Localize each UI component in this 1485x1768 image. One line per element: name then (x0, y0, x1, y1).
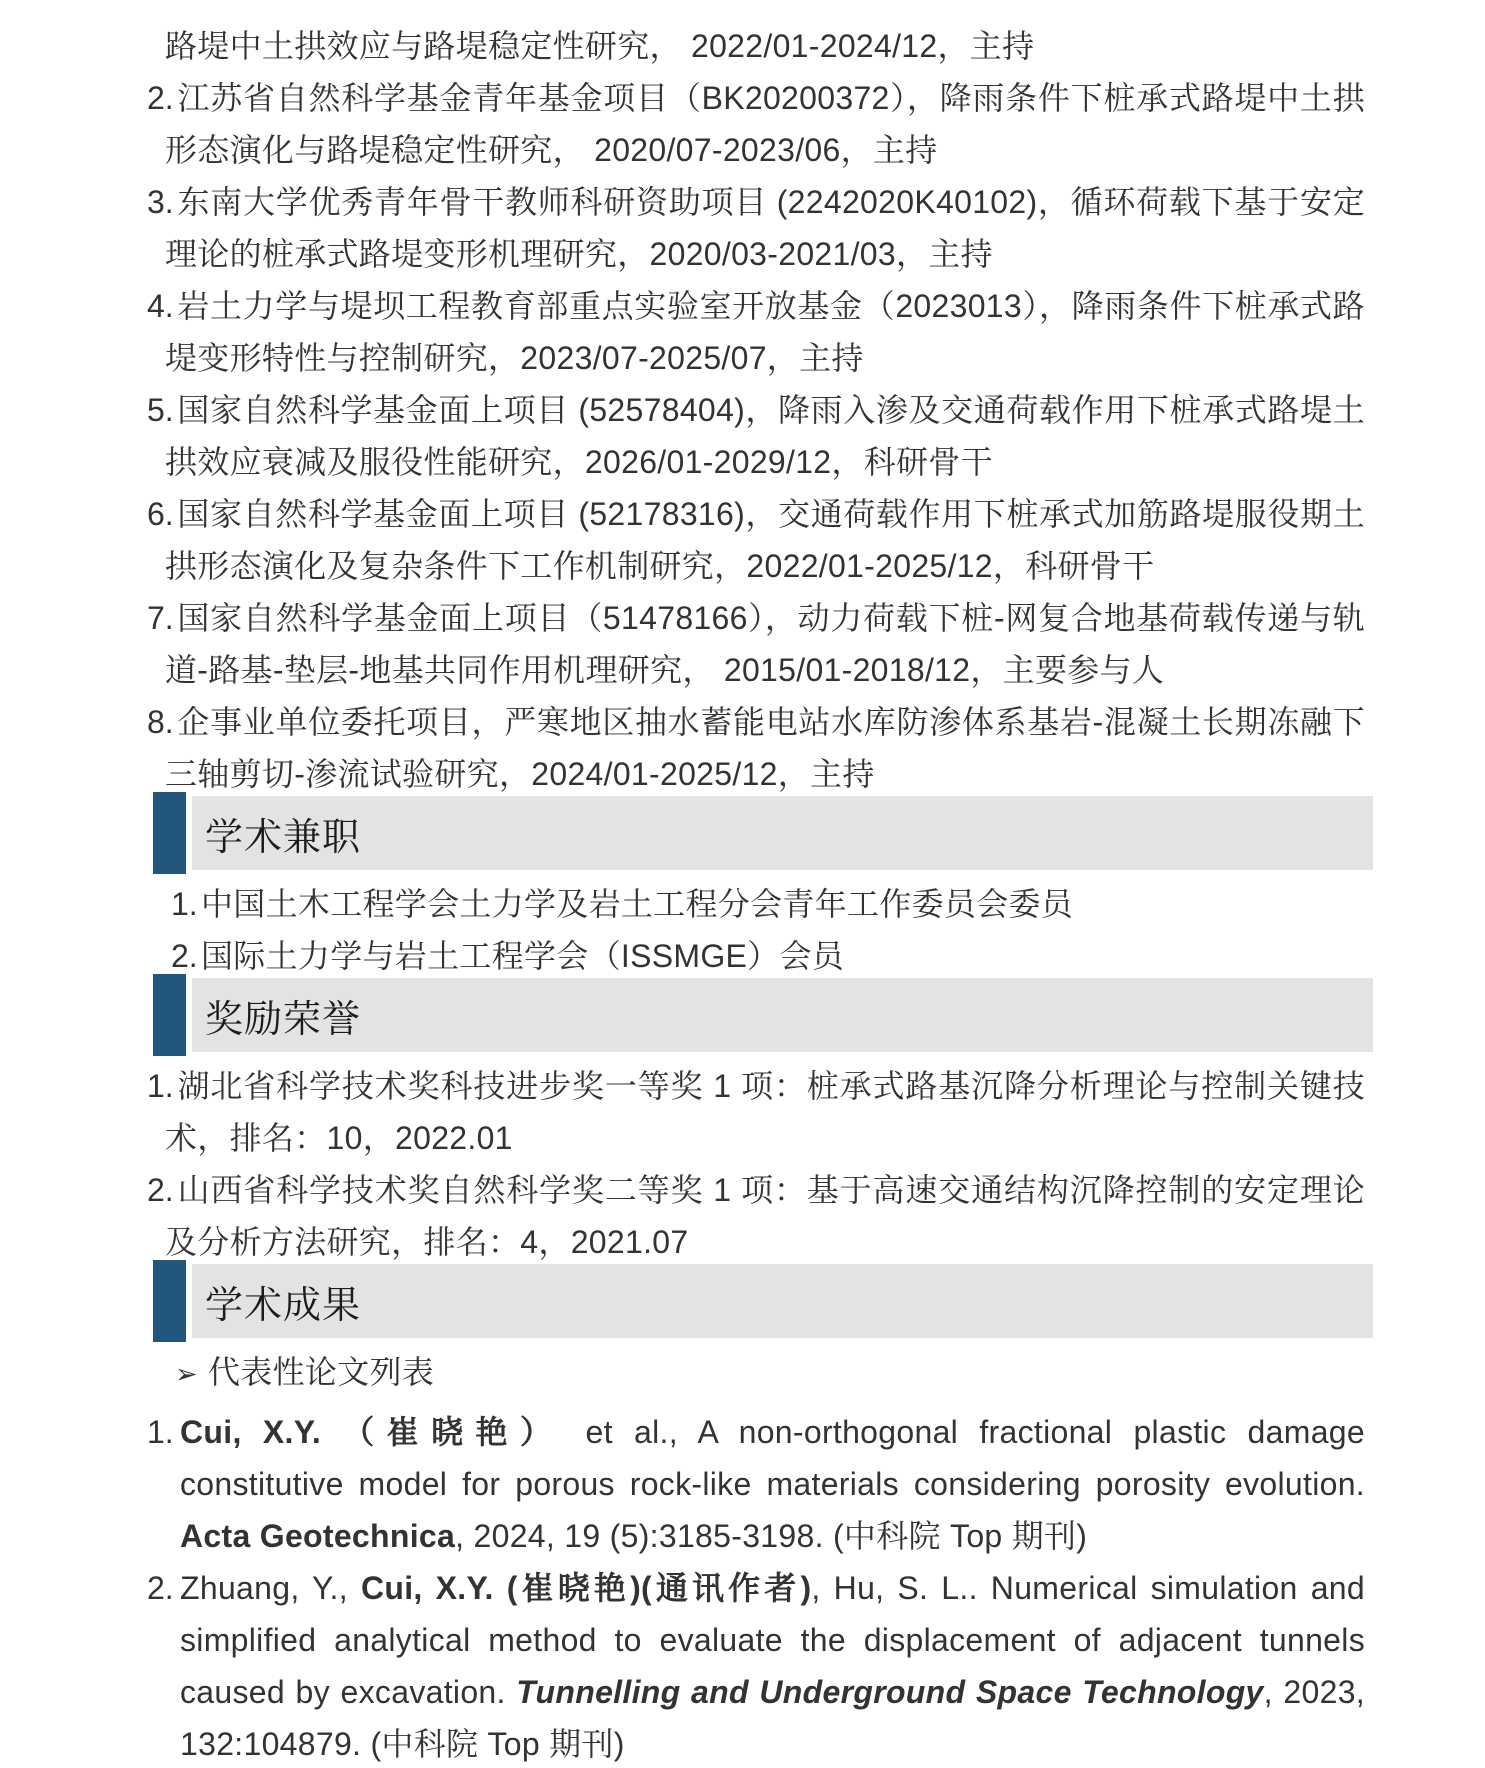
award-item (147, 1060, 1365, 1164)
publication-text: , 2023, 132:104879. (中科院 Top 期刊) (180, 1674, 1365, 1762)
publication-text: , 2024, 19 (5):3185-3198. (中科院 Top 期刊) (455, 1518, 1088, 1554)
section-title: 学术成果 (205, 1284, 362, 1327)
publication-authors-bold: Cui, X.Y. (崔晓艳)(通讯作者) (360, 1570, 812, 1606)
item-number: 6. (147, 496, 174, 532)
bullet-text: 代表性论文列表 (208, 1354, 435, 1390)
item-text: 岩土力学与堤坝工程教育部重点实验室开放基金（2023013），降雨条件下桩承式路堤变形特性与控制研究，2023/07-2025/07，主持 (165, 288, 1365, 376)
section-accent-bar (153, 1260, 186, 1342)
item-number: 1. (147, 1068, 174, 1104)
publication-authors-bold: Cui, X.Y. （崔晓艳） (180, 1414, 565, 1450)
affiliation-item (147, 930, 1365, 982)
publication-item (147, 1406, 1365, 1562)
item-number: 8. (147, 704, 174, 740)
item-number: 3. (147, 184, 174, 220)
section-header-academic-positions (153, 796, 1373, 870)
funding-item (147, 280, 1365, 384)
section-title: 奖励荣誉 (205, 998, 362, 1041)
publication-text: , Hu, S. L.. Numerical simulation and simplified analytical method to evaluate the displacement of adjacent tunnels caused by excavation. (180, 1570, 1365, 1710)
funding-item (147, 72, 1365, 176)
item-text: 国家自然科学基金面上项目 (52578404)，降雨入渗及交通荷载作用下桩承式路堤土拱效应衰减及服役性能研究，2026/01-2029/12，科研骨干 (165, 392, 1365, 480)
funding-item-continuation: 路堤中土拱效应与路堤稳定性研究， 2022/01-2024/12，主持 (165, 28, 1035, 64)
representative-papers-bullet (147, 1346, 1365, 1400)
publication-item (147, 1562, 1365, 1768)
item-number: 2. (147, 80, 174, 116)
item-text: 国家自然科学基金面上项目 (52178316)，交通荷载作用下桩承式加筋路堤服役期土拱形态演化及复杂条件下工作机制研究，2022/01-2025/12，科研骨干 (165, 496, 1365, 584)
item-number: 2. (147, 1570, 174, 1606)
funding-item (147, 696, 1365, 800)
funding-item (147, 176, 1365, 280)
item-number: 7. (147, 600, 174, 636)
funding-item (147, 488, 1365, 592)
item-number: 2. (147, 1172, 174, 1208)
item-text: 中国土木工程学会土力学及岩土工程分会青年工作委员会委员 (201, 886, 1074, 922)
funding-item (147, 384, 1365, 488)
item-number: 4. (147, 288, 174, 324)
section-header-awards (153, 978, 1373, 1052)
item-text: 江苏省自然科学基金青年基金项目（BK20200372），降雨条件下桩承式路堤中土拱形态演化与路堤稳定性研究， 2020/07-2023/06，主持 (165, 80, 1365, 168)
section-accent-bar (153, 792, 186, 874)
publication-text: et al., A non-orthogonal fractional plastic damage constitutive model for porous rock-like materials considering porosity evolution. (180, 1414, 1365, 1502)
item-number: 2. (171, 938, 198, 974)
section-title: 学术兼职 (205, 816, 362, 859)
publication-journal: Acta Geotechnica (180, 1518, 456, 1554)
section-accent-bar (153, 974, 186, 1056)
section-title-bar (192, 1264, 1373, 1338)
item-text: 企事业单位委托项目，严寒地区抽水蓄能电站水库防渗体系基岩-混凝土长期冻融下三轴剪切-渗流试验研究，2024/01-2025/12，主持 (165, 704, 1365, 792)
affiliation-item (147, 878, 1365, 930)
publication-text: Zhuang, Y., (180, 1570, 361, 1606)
item-number: 1. (147, 1414, 174, 1450)
item-number: 1. (171, 886, 198, 922)
document-content (147, 20, 1365, 1768)
arrow-bullet-icon: ➢ (175, 1359, 198, 1389)
publication-journal: Tunnelling and Underground Space Technology (516, 1674, 1264, 1710)
section-title-bar (192, 796, 1373, 870)
item-text: 山西省科学技术奖自然科学奖二等奖 1 项：基于高速交通结构沉降控制的安定理论及分析方法研究，排名：4，2021.07 (165, 1172, 1365, 1260)
funding-item (147, 592, 1365, 696)
award-item (147, 1164, 1365, 1268)
section-header-achievements (153, 1264, 1373, 1338)
item-text: 国家自然科学基金面上项目（51478166），动力荷载下桩-网复合地基荷载传递与轨道-路基-垫层-地基共同作用机理研究， 2015/01-2018/12，主要参与人 (165, 600, 1365, 688)
section-title-bar (192, 978, 1373, 1052)
item-text: 东南大学优秀青年骨干教师科研资助项目 (2242020K40102)，循环荷载下基于安定理论的桩承式路堤变形机理研究，2020/03-2021/03，主持 (165, 184, 1365, 272)
item-text: 湖北省科学技术奖科技进步奖一等奖 1 项：桩承式路基沉降分析理论与控制关键技术，排名：10，2022.01 (165, 1068, 1365, 1156)
item-number: 5. (147, 392, 174, 428)
item-text: 国际土力学与岩土工程学会（ISSMGE）会员 (201, 938, 845, 974)
